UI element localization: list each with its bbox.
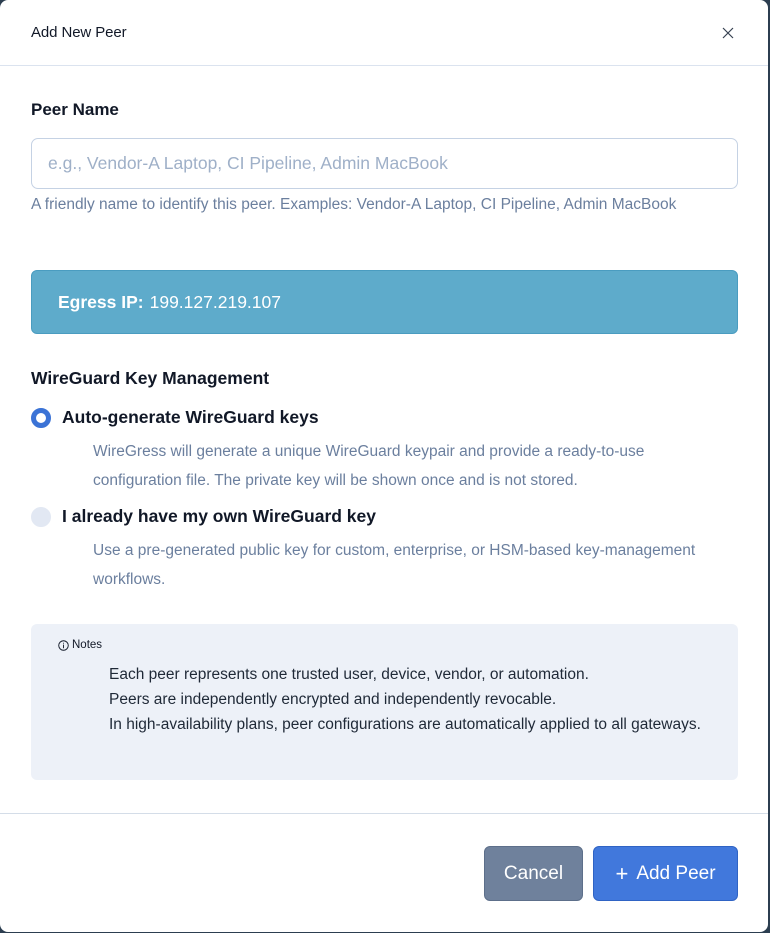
notes-title: Notes <box>72 639 103 651</box>
radio-checked-icon[interactable] <box>31 408 51 428</box>
radio-description: WireGress will generate a unique WireGuard keypair and provide a ready-to-use configuration file. The private key will be shown once and is not stored. <box>93 443 645 489</box>
add-peer-label: Add Peer <box>636 862 716 884</box>
notes-list <box>109 662 709 737</box>
notes-header <box>58 639 102 651</box>
close-icon <box>722 27 734 39</box>
peer-name-label: Peer Name <box>31 100 119 119</box>
plus-icon: + <box>615 860 629 886</box>
note-item: In high-availability plans, peer configurations are automatically applied to all gateways. <box>109 716 701 733</box>
info-icon <box>58 640 69 651</box>
peer-name-input[interactable] <box>31 138 738 189</box>
radio-own-key[interactable] <box>31 506 376 527</box>
radio-auto-generate-keys[interactable] <box>31 407 319 428</box>
note-item: Each peer represents one trusted user, device, vendor, or automation. <box>109 666 589 683</box>
modal-body <box>0 66 768 813</box>
modal-title: Add New Peer <box>31 24 127 41</box>
radio-unchecked-icon[interactable] <box>31 507 51 527</box>
egress-ip-label: Egress IP: <box>58 291 144 312</box>
modal-header <box>0 0 768 66</box>
notes-panel <box>31 624 738 780</box>
key-management-title: WireGuard Key Management <box>31 368 270 388</box>
radio-description: Use a pre-generated public key for custom, enterprise, or HSM-based key-management workflows. <box>93 542 696 588</box>
note-item: Peers are independently encrypted and independently revocable. <box>109 691 557 708</box>
add-peer-button[interactable] <box>593 846 738 901</box>
peer-name-help-text: A friendly name to identify this peer. Examples: Vendor-A Laptop, CI Pipeline, Admin MacBook <box>31 196 677 213</box>
radio-label: Auto-generate WireGuard keys <box>62 407 319 427</box>
egress-ip-value: 199.127.219.107 <box>149 291 281 312</box>
modal-footer <box>0 813 768 932</box>
close-button[interactable] <box>718 23 738 43</box>
egress-ip-banner <box>31 270 738 334</box>
cancel-button[interactable]: Cancel <box>484 846 583 901</box>
radio-label: I already have my own WireGuard key <box>62 506 377 526</box>
